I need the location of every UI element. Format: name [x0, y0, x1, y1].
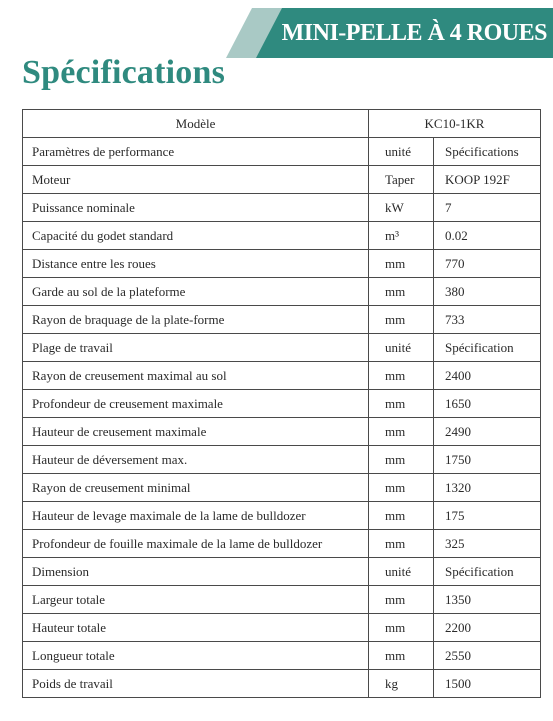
- table-row: [23, 334, 541, 362]
- parameter-cell: Capacité du godet standard: [23, 222, 369, 250]
- parameter-cell: Poids de travail: [23, 670, 369, 698]
- unit-cell: mm: [369, 642, 434, 670]
- unit-cell: mm: [369, 306, 434, 334]
- table-row: [23, 250, 541, 278]
- table-row: [23, 614, 541, 642]
- unit-cell: mm: [369, 474, 434, 502]
- value-cell: 2490: [434, 418, 541, 446]
- table-row: [23, 558, 541, 586]
- table-row: [23, 166, 541, 194]
- table-row: [23, 362, 541, 390]
- unit-cell: mm: [369, 614, 434, 642]
- unit-cell: mm: [369, 278, 434, 306]
- parameter-cell: Hauteur de creusement maximale: [23, 418, 369, 446]
- value-cell: 1350: [434, 586, 541, 614]
- table-row: [23, 138, 541, 166]
- table-row: [23, 278, 541, 306]
- specifications-table-body: [23, 110, 541, 698]
- parameter-cell: Hauteur de levage maximale de la lame de bulldozer: [23, 502, 369, 530]
- table-header-row: [23, 110, 541, 138]
- table-row: [23, 670, 541, 698]
- specifications-table: [22, 109, 541, 698]
- unit-cell: mm: [369, 250, 434, 278]
- value-cell: 2200: [434, 614, 541, 642]
- value-cell: Spécification: [434, 334, 541, 362]
- parameter-cell: Rayon de braquage de la plate-forme: [23, 306, 369, 334]
- value-cell: 733: [434, 306, 541, 334]
- value-cell: 770: [434, 250, 541, 278]
- banner-title: MINI-PELLE À 4 ROUES: [281, 19, 547, 46]
- value-cell: Spécification: [434, 558, 541, 586]
- parameter-cell: Rayon de creusement maximal au sol: [23, 362, 369, 390]
- value-cell: 1750: [434, 446, 541, 474]
- value-cell: 1320: [434, 474, 541, 502]
- value-cell: 1500: [434, 670, 541, 698]
- value-cell: 325: [434, 530, 541, 558]
- parameter-cell: Rayon de creusement minimal: [23, 474, 369, 502]
- parameter-cell: Profondeur de creusement maximale: [23, 390, 369, 418]
- value-cell: 175: [434, 502, 541, 530]
- unit-cell: unité: [369, 334, 434, 362]
- unit-cell: mm: [369, 530, 434, 558]
- title-banner: [226, 8, 553, 58]
- parameter-cell: Puissance nominale: [23, 194, 369, 222]
- parameter-cell: Garde au sol de la plateforme: [23, 278, 369, 306]
- value-cell: Spécifications: [434, 138, 541, 166]
- unit-cell: Taper: [369, 166, 434, 194]
- table-row: [23, 530, 541, 558]
- value-cell: 7: [434, 194, 541, 222]
- parameter-cell: Largeur totale: [23, 586, 369, 614]
- table-row: [23, 194, 541, 222]
- table-row: [23, 586, 541, 614]
- unit-cell: mm: [369, 502, 434, 530]
- page-title: Spécifications: [22, 54, 226, 91]
- table-row: [23, 474, 541, 502]
- table-row: [23, 222, 541, 250]
- unit-cell: mm: [369, 418, 434, 446]
- unit-cell: mm: [369, 586, 434, 614]
- value-cell: 2400: [434, 362, 541, 390]
- table-row: [23, 418, 541, 446]
- table-row: [23, 446, 541, 474]
- value-cell: KOOP 192F: [434, 166, 541, 194]
- parameter-cell: Moteur: [23, 166, 369, 194]
- model-label-cell: Modèle: [23, 110, 369, 138]
- parameter-cell: Profondeur de fouille maximale de la lame de bulldozer: [23, 530, 369, 558]
- parameter-cell: Longueur totale: [23, 642, 369, 670]
- unit-cell: kW: [369, 194, 434, 222]
- table-row: [23, 642, 541, 670]
- unit-cell: unité: [369, 138, 434, 166]
- model-value-cell: KC10-1KR: [369, 110, 541, 138]
- table-row: [23, 502, 541, 530]
- table-row: [23, 390, 541, 418]
- parameter-cell: Dimension: [23, 558, 369, 586]
- unit-cell: m³: [369, 222, 434, 250]
- parameter-cell: Distance entre les roues: [23, 250, 369, 278]
- unit-cell: mm: [369, 362, 434, 390]
- unit-cell: unité: [369, 558, 434, 586]
- table-row: [23, 306, 541, 334]
- unit-cell: mm: [369, 390, 434, 418]
- unit-cell: mm: [369, 446, 434, 474]
- value-cell: 0.02: [434, 222, 541, 250]
- value-cell: 380: [434, 278, 541, 306]
- unit-cell: kg: [369, 670, 434, 698]
- parameter-cell: Paramètres de performance: [23, 138, 369, 166]
- value-cell: 2550: [434, 642, 541, 670]
- value-cell: 1650: [434, 390, 541, 418]
- parameter-cell: Plage de travail: [23, 334, 369, 362]
- parameter-cell: Hauteur de déversement max.: [23, 446, 369, 474]
- parameter-cell: Hauteur totale: [23, 614, 369, 642]
